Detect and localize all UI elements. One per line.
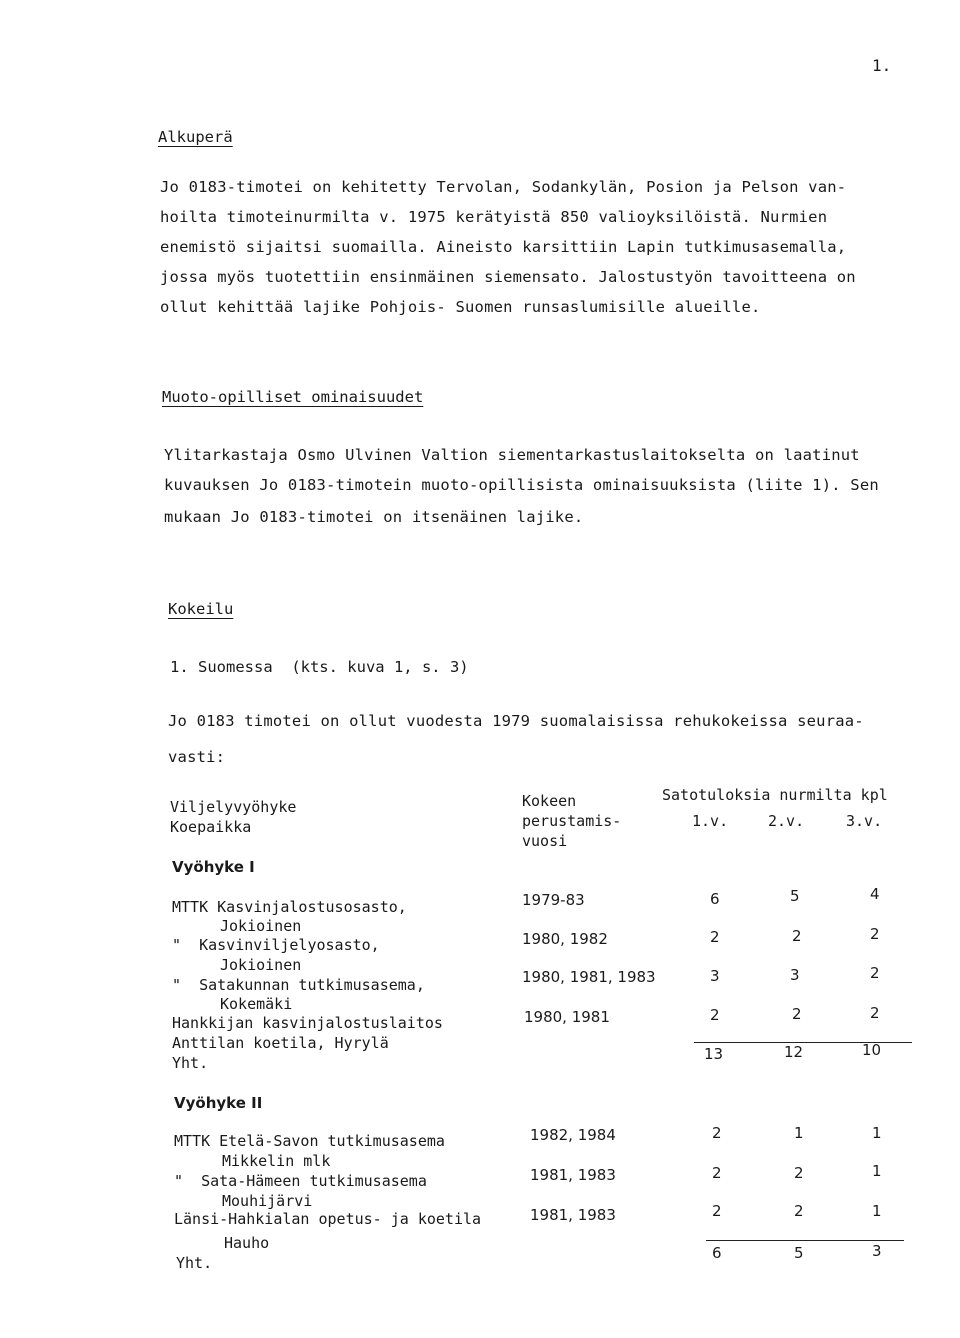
table-header-place: Koepaikka (170, 818, 252, 836)
zone1-row3-v1: 3 (710, 967, 720, 985)
zone1-row1-years: 1979-83 (522, 891, 585, 909)
zone1-row2-years: 1980, 1982 (522, 930, 608, 948)
zone2-total-v3: 3 (872, 1242, 882, 1260)
zone1-row1-place2: Jokioinen (220, 917, 302, 935)
table-header-y1: 1.v. (692, 812, 729, 830)
zone2-row1-years: 1982, 1984 (530, 1126, 616, 1144)
zone1-row2-v1: 2 (710, 928, 720, 946)
zone2-total-label: Yht. (176, 1254, 213, 1272)
zone2-row1-v3: 1 (872, 1124, 882, 1142)
zone1-row1-place: MTTK Kasvinjalostusosasto, (172, 898, 407, 916)
zone1-row3-years: 1980, 1981, 1983 (522, 968, 656, 986)
zone2-row3-place2: Hauho (224, 1234, 270, 1252)
zone2-total-rule (706, 1240, 904, 1241)
zone1-row4-v3: 2 (870, 1004, 880, 1022)
zone1-row4-v1: 2 (710, 1006, 720, 1024)
trials-line-1: Jo 0183 timotei on ollut vuodesta 1979 suomalaisissa rehukokeissa seuraa- (168, 712, 864, 730)
zone2-title: Vyöhyke II (174, 1094, 263, 1112)
zone2-row3-place: Länsi-Hahkialan opetus- ja koetila (174, 1210, 482, 1228)
zone2-row3-v3: 1 (872, 1202, 882, 1220)
zone1-row1-v1: 6 (710, 890, 720, 908)
table-header-year-3: vuosi (522, 832, 568, 850)
zone1-row2-v2: 2 (792, 927, 802, 945)
zone1-row3-place: " Satakunnan tutkimusasema, (172, 976, 425, 994)
table-header-results: Satotuloksia nurmilta kpl (662, 786, 888, 804)
zone2-row3-years: 1981, 1983 (530, 1206, 616, 1224)
zone1-total-v2: 12 (784, 1043, 804, 1061)
table-header-year-2: perustamis- (522, 812, 622, 830)
zone2-row1-place2: Mikkelin mlk (222, 1152, 331, 1170)
zone1-total-v3: 10 (862, 1041, 882, 1059)
origin-line-1: Jo 0183-timotei on kehitetty Tervolan, Sodankylän, Posion ja Pelson van- (160, 178, 847, 196)
page-number: 1. (872, 56, 892, 75)
zone1-total-v1: 13 (704, 1045, 724, 1063)
trials-line-2: vasti: (168, 748, 226, 766)
zone2-row1-v1: 2 (712, 1124, 722, 1142)
zone2-total-v1: 6 (712, 1244, 722, 1262)
zone1-row3-place2: Kokemäki (220, 995, 293, 1013)
zone2-row2-years: 1981, 1983 (530, 1166, 616, 1184)
zone1-total-label: Yht. (172, 1054, 209, 1072)
table-header-year-1: Kokeen (522, 792, 577, 810)
origin-line-2: hoilta timoteinurmilta v. 1975 kerätyistä 850 valioyksilöistä. Nurmien (160, 208, 828, 226)
zone2-row2-v3: 1 (872, 1162, 882, 1180)
zone1-row1-v2: 5 (790, 887, 800, 905)
trials-subheading: 1. Suomessa (kts. kuva 1, s. 3) (170, 658, 469, 676)
zone2-row2-place2: Mouhijärvi (222, 1192, 313, 1210)
zone2-row2-v2: 2 (794, 1164, 804, 1182)
zone1-row3-v3: 2 (870, 964, 880, 982)
zone1-row4-years: 1980, 1981 (524, 1008, 610, 1026)
zone1-row2-place2: Jokioinen (220, 956, 302, 974)
heading-trials: Kokeilu (168, 600, 234, 618)
zone2-row1-v2: 1 (794, 1124, 804, 1142)
zone1-row2-place: " Kasvinviljelyosasto, (172, 936, 380, 954)
zone1-title: Vyöhyke I (172, 858, 255, 876)
morphology-line-1: Ylitarkastaja Osmo Ulvinen Valtion siementarkastuslaitokselta on laatinut (164, 446, 860, 464)
origin-line-4: jossa myös tuotettiin ensinmäinen siemensato. Jalostustyön tavoitteena on (160, 268, 856, 286)
zone2-row3-v2: 2 (794, 1202, 804, 1220)
origin-line-3: enemistö sijaitsi suomailla. Aineisto karsittiin Lapin tutkimusasemalla, (160, 238, 847, 256)
zone1-row2-v3: 2 (870, 925, 880, 943)
zone1-row4-v2: 2 (792, 1005, 802, 1023)
heading-origin: Alkuperä (158, 128, 233, 146)
zone2-row2-v1: 2 (712, 1164, 722, 1182)
zone1-row4-place: Hankkijan kasvinjalostuslaitos (172, 1014, 443, 1032)
zone2-row2-place: " Sata-Hämeen tutkimusasema (174, 1172, 427, 1190)
zone2-row1-place: MTTK Etelä-Savon tutkimusasema (174, 1132, 445, 1150)
zone1-row4-place2: Anttilan koetila, Hyrylä (172, 1034, 389, 1052)
origin-line-5: ollut kehittää lajike Pohjois- Suomen runsaslumisille alueille. (160, 298, 761, 316)
zone2-total-v2: 5 (794, 1244, 804, 1262)
morphology-line-3: mukaan Jo 0183-timotei on itsenäinen lajike. (164, 508, 584, 526)
heading-morphology: Muoto-opilliset ominaisuudet (162, 388, 424, 406)
table-header-zone: Viljelyvyöhyke (170, 798, 297, 816)
zone1-row1-v3: 4 (870, 885, 880, 903)
morphology-line-2: kuvauksen Jo 0183-timotein muoto-opillisista ominaisuuksista (liite 1). Sen (164, 476, 879, 494)
zone1-row3-v2: 3 (790, 966, 800, 984)
table-header-y3: 3.v. (846, 812, 883, 830)
zone2-row3-v1: 2 (712, 1202, 722, 1220)
table-header-y2: 2.v. (768, 812, 805, 830)
